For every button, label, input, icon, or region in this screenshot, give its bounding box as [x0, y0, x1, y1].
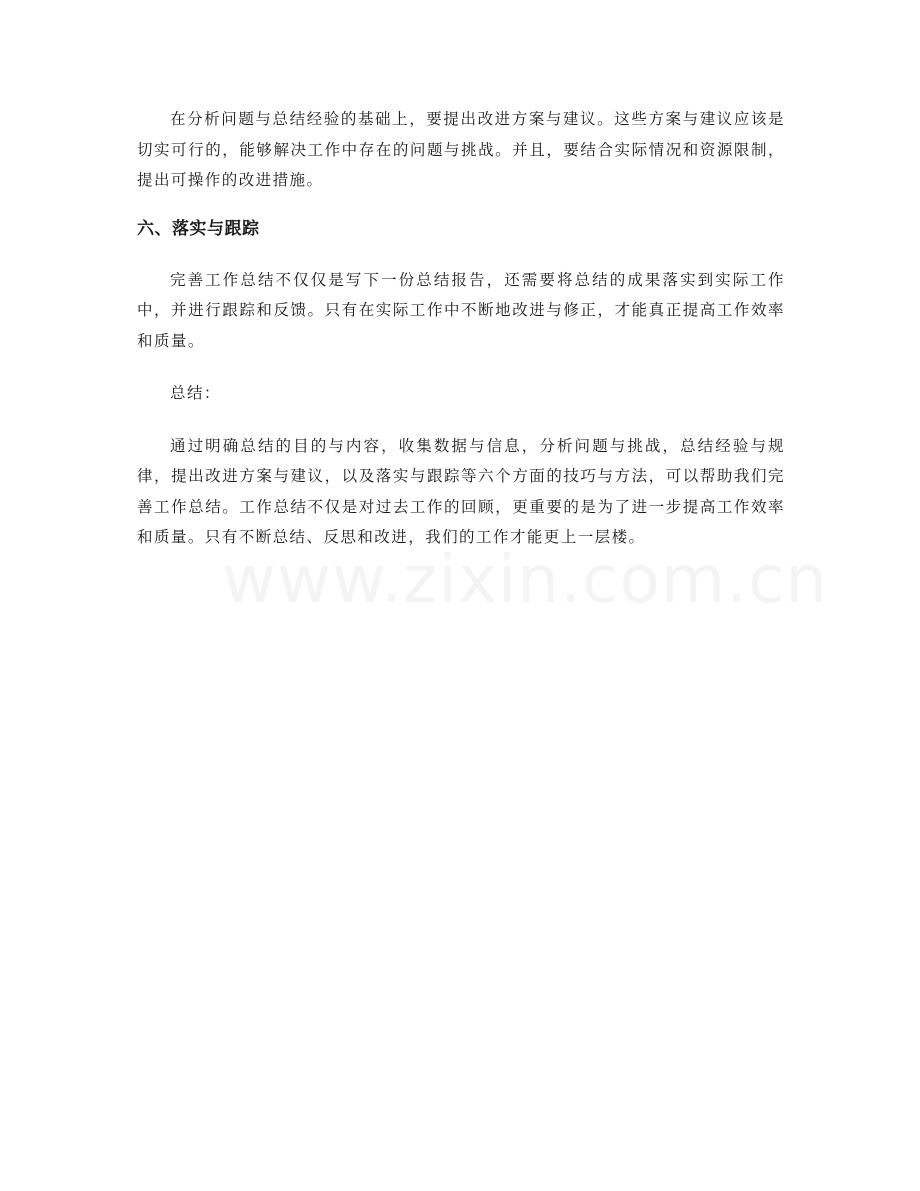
paragraph-improvement-plan: 在分析问题与总结经验的基础上，要提出改进方案与建议。这些方案与建议应该是切实可行的，能够解决工作中存在的问题与挑战。并且，要结合实际情况和资源限制，提出可操作的改进措施。	[137, 110, 785, 189]
document-body	[137, 104, 785, 553]
paragraph-implementation: 完善工作总结不仅仅是写下一份总结报告，还需要将总结的成果落实到实际工作中，并进行跟踪和反馈。只有在实际工作中不断地改进与修正，才能真正提高工作效率和质量。	[137, 270, 785, 350]
section-heading-implementation: 六、落实与跟踪	[137, 218, 260, 239]
summary-label: 总结：	[170, 384, 221, 402]
paragraph-summary: 通过明确总结的目的与内容，收集数据与信息，分析问题与挑战，总结经验与规律，提出改进方案与建议，以及落实与跟踪等六个方面的技巧与方法，可以帮助我们完善工作总结。工作总结不仅是对过去工作的回顾，更重要的是为了进一步提高工作效率和质量。只有不断总结、反思和改进，我们的工作才能更上一层楼。	[137, 436, 785, 546]
